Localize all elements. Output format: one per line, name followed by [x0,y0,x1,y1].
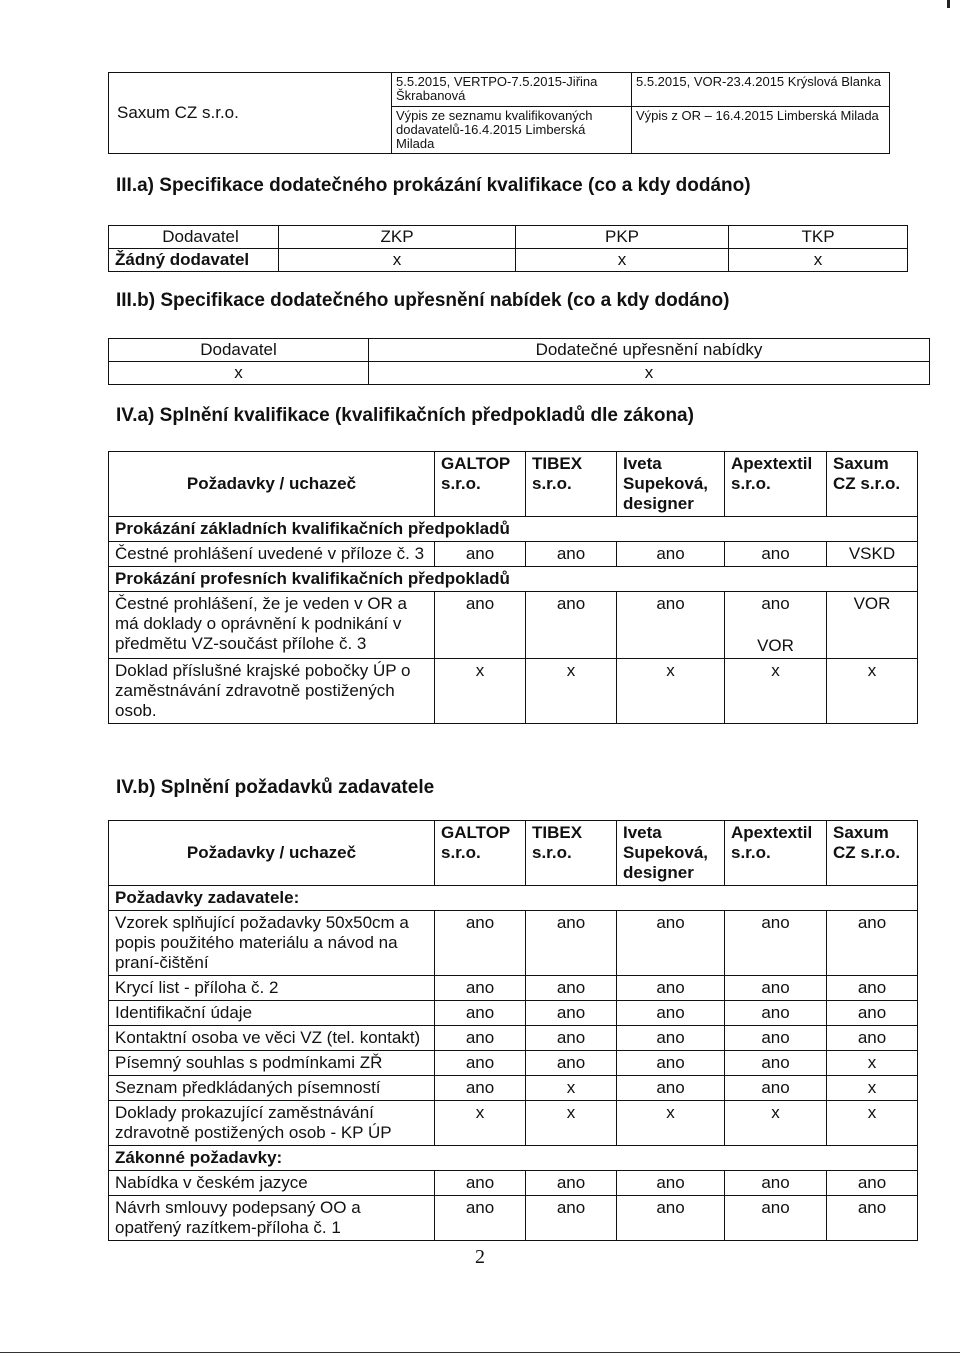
row-label: Seznam předkládaných písemností [109,1076,435,1101]
cell-value: ano [725,976,827,1001]
header-galtop-4b: GALTOP s.r.o. [435,821,526,886]
cell-top-2-1: Výpis ze seznamu kvalifikovaných dodavatelů-16.4.2015 Limberská Milada [392,107,632,154]
group-profesni: Prokázání profesních kvalifikačních předpokladů [109,567,918,592]
cell-4a-r3-apextextil: x [725,659,827,724]
cell-value: ano [725,1026,827,1051]
cell-4a-r2-saxum: VOR [827,592,918,659]
cell-value: ano [617,976,725,1001]
cell-value: ano [725,1196,827,1241]
header-upresneni: Dodatečné upřesnění nabídky [369,339,930,362]
cell-4a-r2-galtop: ano [435,592,526,659]
bottom-divider [0,1352,960,1353]
cell-value: ano [435,1051,526,1076]
cell-pkp: x [516,249,729,272]
header-apextextil-4a: Apextextil s.r.o. [725,452,827,517]
table-row [109,1026,918,1051]
cell-value: x [827,1051,918,1076]
cell-value: ano [526,1051,617,1076]
cell-value: ano [827,1001,918,1026]
cell-value: x [526,1101,617,1146]
cell-dodavatel-3b: x [109,362,369,385]
cell-4a-r1-apextextil: ano [725,542,827,567]
cell-value: ano [617,1196,725,1241]
heading-4b: IV.b) Splnění požadavků zadavatele [116,777,435,798]
cell-value: ano [725,1001,827,1026]
cell-4a-r1-saxum: VSKD [827,542,918,567]
cell-value: x [435,1101,526,1146]
top-summary-table [108,72,890,154]
cell-4a-r2-apextextil [725,592,827,659]
cell-value: ano [435,976,526,1001]
cell-4a-r3-galtop: x [435,659,526,724]
row-veden-v-or-label: Čestné prohlášení, že je veden v OR a má doklady o oprávnění k podnikání v předmětu VZ-součást přílohe č. 3 [109,592,435,659]
cell-4a-r1-tibex: ano [526,542,617,567]
header-apextextil-4b: Apextextil s.r.o. [725,821,827,886]
table-3b [108,338,930,385]
cell-value: ano [526,976,617,1001]
cell-4a-r2-apextextil-extra: VOR [757,636,794,655]
cell-tkp: x [729,249,908,272]
cell-4a-r2-tibex: ano [526,592,617,659]
heading-4a: IV.a) Splnění kvalifikace (kvalifikačních předpokladů dle zákona) [116,405,694,426]
cell-value: ano [617,1076,725,1101]
cell-4a-r2-apextextil-value: ano [761,594,790,613]
table-row [109,1001,918,1026]
cell-value: ano [725,1171,827,1196]
table-row [109,1051,918,1076]
heading-3a: III.a) Specifikace dodatečného prokázání kvalifikace (co a kdy dodáno) [116,175,751,196]
cell-top-2-2: Výpis z OR – 16.4.2015 Limberská Milada [632,107,890,154]
cell-zkp: x [279,249,516,272]
header-pozadavky-4b: Požadavky / uchazeč [109,821,435,886]
header-pkp: PKP [516,226,729,249]
cell-value: ano [435,1026,526,1051]
table-row [109,911,918,976]
header-zkp: ZKP [279,226,516,249]
cell-value: ano [435,1196,526,1241]
header-tibex-4b: TIBEX s.r.o. [526,821,617,886]
header-dodavatel: Dodavatel [109,226,279,249]
cell-value: ano [617,1001,725,1026]
header-galtop-4a: GALTOP s.r.o. [435,452,526,517]
heading-3b: III.b) Specifikace dodatečného upřesnění nabídek (co a kdy dodáno) [116,290,730,311]
cell-value: x [827,1076,918,1101]
group-zakonne-pozadavky: Zákonné požadavky: [109,1146,918,1171]
table-4a [108,451,918,724]
row-label: Identifikační údaje [109,1001,435,1026]
cell-value: ano [827,1026,918,1051]
row-label: Vzorek splňující požadavky 50x50cm a popis použitého materiálu a návod na praní-čištění [109,911,435,976]
cell-value: ano [827,976,918,1001]
cell-value: x [725,1101,827,1146]
cell-value: ano [617,1171,725,1196]
row-label: Krycí list - příloha č. 2 [109,976,435,1001]
table-row [109,1171,918,1196]
header-dodavatel-3b: Dodavatel [109,339,369,362]
cell-upresneni: x [369,362,930,385]
table-row [109,976,918,1001]
cell-value: x [827,1101,918,1146]
row-label: Nabídka v českém jazyce [109,1171,435,1196]
cell-value: ano [827,1196,918,1241]
cell-value: ano [435,1001,526,1026]
cell-value: x [526,1076,617,1101]
cell-value: ano [526,1026,617,1051]
cell-value: ano [827,911,918,976]
row-label: Písemný souhlas s podmínkami ZŘ [109,1051,435,1076]
company-name: Saxum CZ s.r.o. [109,73,392,154]
row-label: Návrh smlouvy podepsaný OO a opatřený razítkem-příloha č. 1 [109,1196,435,1241]
cell-value: ano [617,911,725,976]
table-row [109,1076,918,1101]
cell-value: ano [725,911,827,976]
table-3a [108,225,908,272]
cell-value: ano [526,1196,617,1241]
group-pozadavky-zadavatele: Požadavky zadavatele: [109,886,918,911]
cell-value: ano [827,1171,918,1196]
header-saxum-4b: Saxum CZ s.r.o. [827,821,918,886]
cell-4a-r3-iveta: x [617,659,725,724]
cell-4a-r1-galtop: ano [435,542,526,567]
group-zakladni: Prokázání základních kvalifikačních předpokladů [109,517,918,542]
header-iveta-4b: Iveta Supeková, designer [617,821,725,886]
cell-value: ano [725,1076,827,1101]
cell-value: ano [526,1001,617,1026]
corner-mark [947,0,950,8]
header-tibex-4a: TIBEX s.r.o. [526,452,617,517]
cell-value: ano [725,1051,827,1076]
cell-value: ano [617,1051,725,1076]
cell-value: ano [435,1076,526,1101]
header-saxum-4a: Saxum CZ s.r.o. [827,452,918,517]
cell-value: ano [617,1026,725,1051]
cell-4a-r1-iveta: ano [617,542,725,567]
header-iveta-4a: Iveta Supeková, designer [617,452,725,517]
cell-4a-r2-iveta: ano [617,592,725,659]
cell-value: ano [435,1171,526,1196]
row-doklad-up-label: Doklad příslušné krajské pobočky ÚP o zaměstnávání zdravotně postižených osob. [109,659,435,724]
row-label: Doklady prokazující zaměstnávání zdravotně postižených osob - KP ÚP [109,1101,435,1146]
cell-value: ano [435,911,526,976]
header-tkp: TKP [729,226,908,249]
cell-value: ano [526,1171,617,1196]
cell-value: x [617,1101,725,1146]
cell-value: ano [526,911,617,976]
row-label: Kontaktní osoba ve věci VZ (tel. kontakt) [109,1026,435,1051]
cell-4a-r3-tibex: x [526,659,617,724]
table-row [109,1196,918,1241]
row-cestne-prohlaseni-label: Čestné prohlášení uvedené v příloze č. 3 [109,542,435,567]
header-pozadavky-4a: Požadavky / uchazeč [109,452,435,517]
cell-top-1-1: 5.5.2015, VERTPO-7.5.2015-Jiřina Škrabanová [392,73,632,107]
page-number: 2 [475,1246,485,1268]
row-zadny-dodavatel: Žádný dodavatel [109,249,279,272]
table-4b [108,820,918,1241]
cell-4a-r3-saxum: x [827,659,918,724]
table-row [109,1101,918,1146]
cell-top-1-2: 5.5.2015, VOR-23.4.2015 Krýslová Blanka [632,73,890,107]
